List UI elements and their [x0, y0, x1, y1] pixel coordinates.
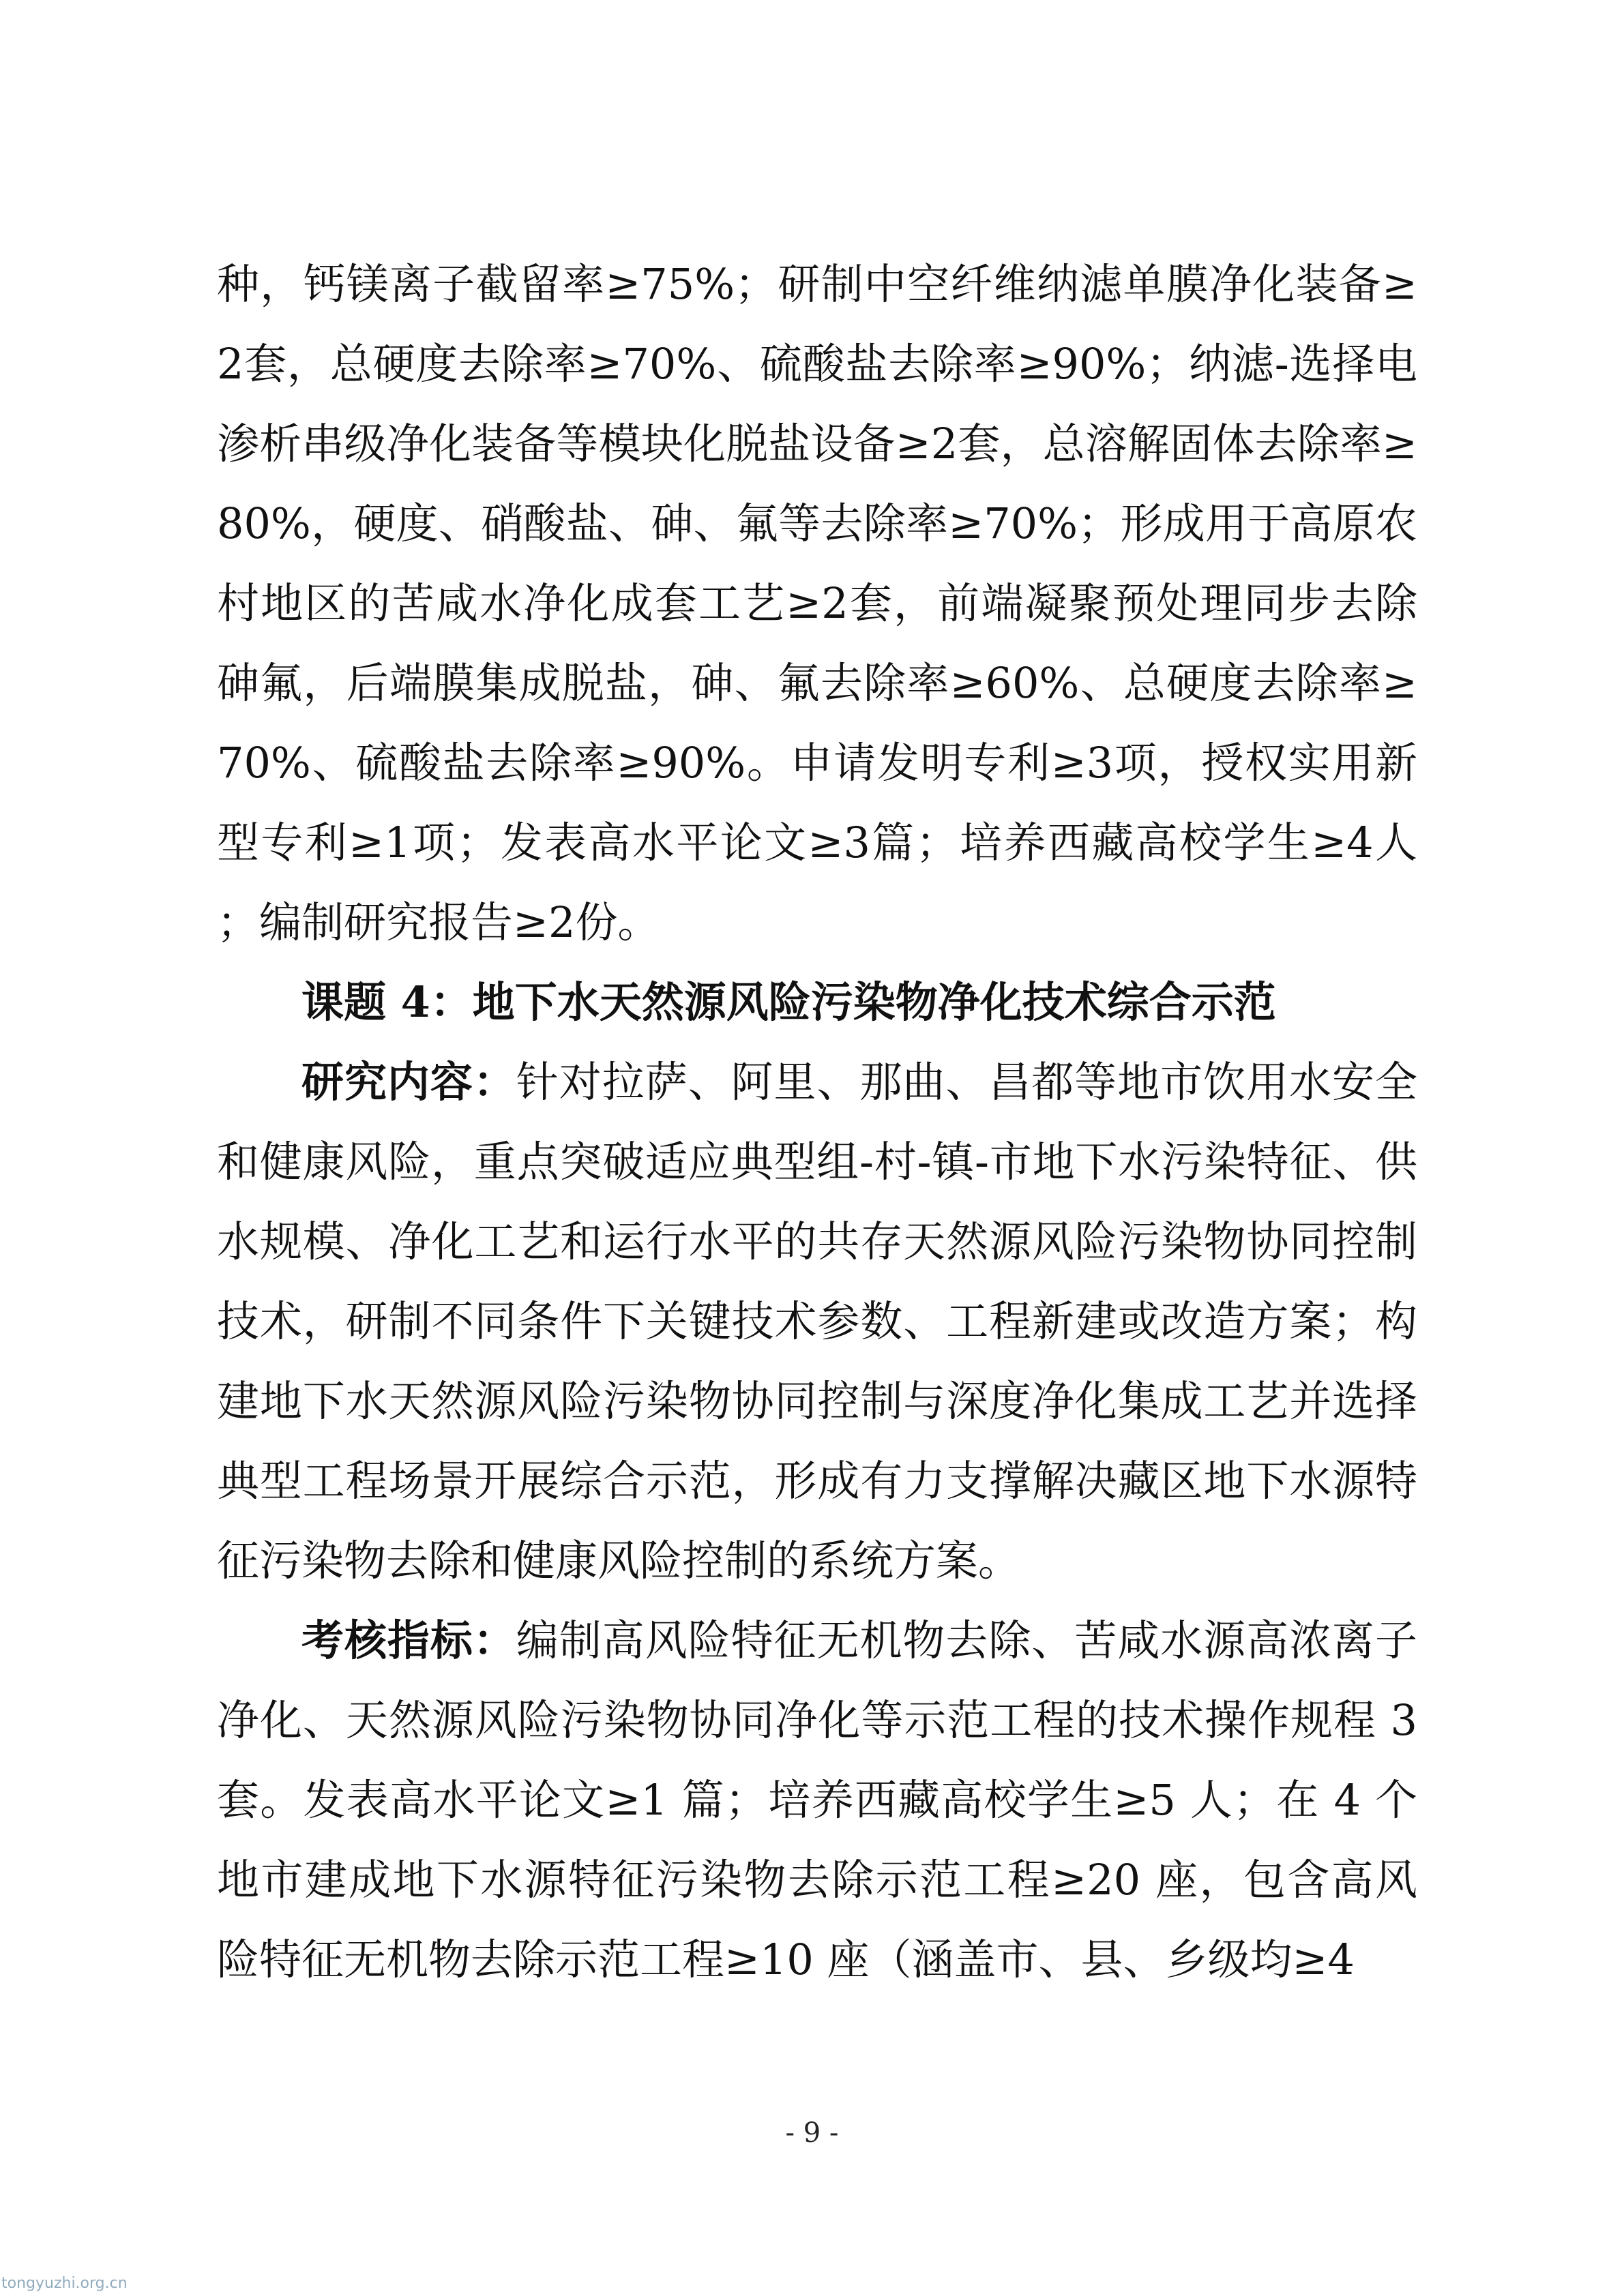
watermark: tongyuzhi.org.cn — [1, 2275, 128, 2292]
document-body — [217, 244, 1417, 1999]
assessment-text: 编制高风险特征无机物去除、苦咸水源高浓离子净化、天然源风险污染物协同净化等示范工程的技术操作规程 3 套。发表高水平论文≥1 篇；培养西藏高校学生≥5 人；在 4 个地市建成地下水源特征污染物去除示范工程≥20 座，包含高风险特征无机物去除示范工程≥10 座（涵盖市、县、乡级均≥4 — [217, 1615, 1417, 1984]
paragraph-continued: 种，钙镁离子截留率≥75%；研制中空纤维纳滤单膜净化装备≥2套，总硬度去除率≥70%、硫酸盐去除率≥90%；纳滤-选择电渗析串级净化装备等模块化脱盐设备≥2套，总溶解固体去除率≥80%，硬度、硝酸盐、砷、氟等去除率≥70%；形成用于高原农村地区的苦咸水净化成套工艺≥2套，前端凝聚预处理同步去除砷氟，后端膜集成脱盐，砷、氟去除率≥60%、总硬度去除率≥70%、硫酸盐去除率≥90%。申请发明专利≥3项，授权实用新型专利≥1项；发表高水平论文≥3篇；培养西藏高校学生≥4人；编制研究报告≥2份。 — [217, 259, 1417, 947]
research-content-paragraph — [217, 1042, 1417, 1600]
research-content-text: 针对拉萨、阿里、那曲、昌都等地市饮用水安全和健康风险，重点突破适应典型组-村-镇-市地下水污染特征、供水规模、净化工艺和运行水平的共存天然源风险污染物协同控制技术，研制不同条件下关键技术参数、工程新建或改造方案；构建地下水天然源风险污染物协同控制与深度净化集成工艺并选择典型工程场景开展综合示范，形成有力支撑解决藏区地下水源特征污染物去除和健康风险控制的系统方案。 — [217, 1057, 1417, 1585]
assessment-label: 考核指标： — [301, 1615, 516, 1665]
assessment-paragraph — [217, 1600, 1417, 1999]
research-content-label: 研究内容： — [301, 1057, 516, 1107]
page-number: - 9 - — [785, 2117, 839, 2149]
section-heading: 课题 4：地下水天然源风险污染物净化技术综合示范 — [301, 977, 1276, 1027]
